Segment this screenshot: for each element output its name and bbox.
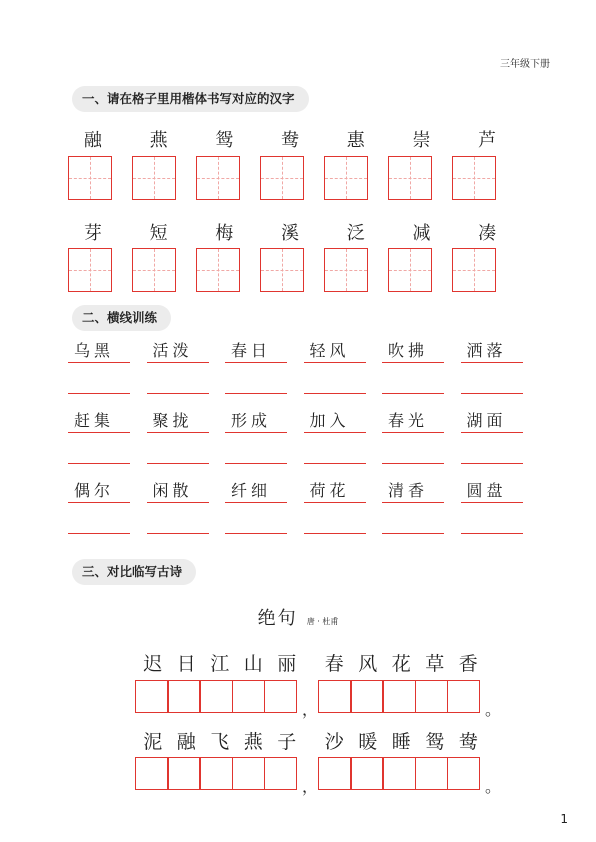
poem-char: 日: [176, 653, 196, 675]
writing-cell[interactable]: [447, 680, 481, 713]
poem-title: 绝句: [257, 608, 298, 629]
blank-line[interactable]: [461, 433, 523, 464]
char-label: 融: [83, 130, 102, 151]
poem-char: 迟: [143, 653, 163, 675]
writing-grid[interactable]: [388, 156, 432, 200]
poem-grid-2a: [135, 757, 296, 790]
section2-title: 二、横线训练: [72, 305, 171, 331]
char-label: 燕: [149, 130, 168, 151]
blank-line[interactable]: [147, 503, 209, 534]
blank-line[interactable]: [382, 433, 444, 464]
blank-line[interactable]: [147, 433, 209, 464]
blank-line[interactable]: [68, 363, 130, 394]
grid-row-2: [68, 248, 516, 292]
poem-char: 风: [358, 653, 378, 675]
writing-cell[interactable]: [199, 680, 233, 713]
writing-cell[interactable]: [318, 680, 352, 713]
writing-cell[interactable]: [167, 680, 201, 713]
word-practice: [147, 340, 209, 394]
poem-char: 暖: [358, 731, 378, 753]
writing-cell[interactable]: [415, 757, 449, 790]
writing-grid[interactable]: [132, 248, 176, 292]
poem-author: 唐 · 杜甫: [306, 617, 339, 626]
poem-char: 子: [277, 731, 297, 753]
poem-char: 泥: [143, 731, 163, 753]
writing-cell[interactable]: [382, 757, 416, 790]
writing-grid[interactable]: [388, 248, 432, 292]
word-practice: [147, 480, 209, 534]
word-text: 乌黑: [68, 340, 130, 363]
word-text: 闲散: [147, 480, 209, 503]
writing-cell[interactable]: [167, 757, 201, 790]
poem-char: 融: [176, 731, 196, 753]
blank-line[interactable]: [461, 503, 523, 534]
poem-grid-2b: [318, 757, 479, 790]
word-row-1: [68, 340, 539, 394]
writing-grid[interactable]: [452, 156, 496, 200]
writing-grid[interactable]: [452, 248, 496, 292]
period: 。: [485, 777, 502, 796]
blank-line[interactable]: [147, 363, 209, 394]
word-practice: [68, 410, 130, 464]
word-practice: [461, 480, 523, 534]
word-text: 圆盘: [461, 480, 523, 503]
writing-grid[interactable]: [324, 248, 368, 292]
writing-cell[interactable]: [415, 680, 449, 713]
char-label: 崇: [412, 130, 431, 151]
blank-line[interactable]: [304, 363, 366, 394]
word-text: 加入: [304, 410, 366, 433]
char-label: 减: [412, 223, 431, 244]
word-text: 活泼: [147, 340, 209, 363]
poem-char: 飞: [210, 731, 230, 753]
blank-line[interactable]: [68, 433, 130, 464]
poem-line-2: [136, 727, 485, 754]
word-text: 偶尔: [68, 480, 130, 503]
writing-grid[interactable]: [196, 248, 240, 292]
word-practice: [225, 340, 287, 394]
word-practice: [304, 410, 366, 464]
poem-grid-1a: [135, 680, 296, 713]
blank-line[interactable]: [382, 363, 444, 394]
comma: ，: [302, 777, 319, 796]
writing-grid[interactable]: [196, 156, 240, 200]
poem-char: 鸳: [425, 731, 445, 753]
writing-grid[interactable]: [68, 248, 112, 292]
poem-char: 江: [210, 653, 230, 675]
word-practice: [382, 410, 444, 464]
writing-grid[interactable]: [132, 156, 176, 200]
poem-char: 睡: [391, 731, 411, 753]
word-row-2: [68, 410, 539, 464]
char-label: 芽: [83, 223, 102, 244]
word-text: 形成: [225, 410, 287, 433]
writing-cell[interactable]: [447, 757, 481, 790]
word-practice: [225, 480, 287, 534]
section1-title: 一、请在格子里用楷体书写对应的汉字: [72, 86, 309, 112]
writing-cell[interactable]: [232, 757, 266, 790]
word-practice: [147, 410, 209, 464]
word-text: 春日: [225, 340, 287, 363]
char-label: 凑: [478, 223, 497, 244]
writing-cell[interactable]: [264, 680, 298, 713]
word-text: 荷花: [304, 480, 366, 503]
word-text: 清香: [382, 480, 444, 503]
blank-line[interactable]: [304, 503, 366, 534]
grid-row-1: [68, 156, 516, 200]
word-practice: [68, 480, 130, 534]
word-row-3: [68, 480, 539, 534]
poem-char: 沙: [324, 731, 344, 753]
writing-cell[interactable]: [382, 680, 416, 713]
blank-line[interactable]: [225, 433, 287, 464]
writing-cell[interactable]: [350, 680, 384, 713]
word-practice: [68, 340, 130, 394]
poem-char: 春: [324, 653, 344, 675]
writing-cell[interactable]: [318, 757, 352, 790]
word-text: 聚拢: [147, 410, 209, 433]
period: 。: [485, 700, 502, 719]
writing-grid[interactable]: [260, 156, 304, 200]
poem-char: 丽: [277, 653, 297, 675]
poem-char: 山: [243, 653, 263, 675]
section3-title: 三、对比临写古诗: [72, 559, 196, 585]
writing-cell[interactable]: [264, 757, 298, 790]
blank-line[interactable]: [304, 433, 366, 464]
word-text: 赶集: [68, 410, 130, 433]
writing-cell[interactable]: [350, 757, 384, 790]
word-text: 洒落: [461, 340, 523, 363]
poem-char: 草: [425, 653, 445, 675]
poem-char: 燕: [243, 731, 263, 753]
writing-cell[interactable]: [135, 680, 169, 713]
blank-line[interactable]: [225, 503, 287, 534]
char-label: 惠: [346, 130, 365, 151]
char-label: 芦: [478, 130, 497, 151]
word-text: 吹拂: [382, 340, 444, 363]
blank-line[interactable]: [225, 363, 287, 394]
word-text: 春光: [382, 410, 444, 433]
poem-char: 花: [391, 653, 411, 675]
writing-cell[interactable]: [135, 757, 169, 790]
writing-grid[interactable]: [324, 156, 368, 200]
char-label: 溪: [281, 223, 300, 244]
word-text: 轻风: [304, 340, 366, 363]
blank-line[interactable]: [382, 503, 444, 534]
char-row-1: [70, 126, 530, 152]
poem-grid-1b: [318, 680, 479, 713]
blank-line[interactable]: [68, 503, 130, 534]
char-label: 鸯: [281, 130, 300, 151]
writing-grid[interactable]: [68, 156, 112, 200]
char-label: 短: [149, 223, 168, 244]
writing-grid[interactable]: [260, 248, 304, 292]
char-label: 鸳: [215, 130, 234, 151]
poem-char: 香: [458, 653, 478, 675]
poem-heading: [0, 604, 596, 630]
word-text: 湖面: [461, 410, 523, 433]
word-practice: [382, 480, 444, 534]
word-practice: [382, 340, 444, 394]
word-text: 纤细: [225, 480, 287, 503]
page-number: 1: [560, 812, 568, 826]
word-practice: [461, 340, 523, 394]
word-practice: [225, 410, 287, 464]
writing-cell[interactable]: [232, 680, 266, 713]
char-label: 泛: [346, 223, 365, 244]
comma: ，: [302, 700, 319, 719]
word-practice: [304, 480, 366, 534]
char-row-2: [70, 219, 530, 245]
char-label: 梅: [215, 223, 234, 244]
word-practice: [304, 340, 366, 394]
grade-label: 三年级下册: [500, 59, 550, 70]
blank-line[interactable]: [461, 363, 523, 394]
writing-cell[interactable]: [199, 757, 233, 790]
poem-line-1: [136, 649, 485, 676]
poem-char: 鸯: [458, 731, 478, 753]
word-practice: [461, 410, 523, 464]
